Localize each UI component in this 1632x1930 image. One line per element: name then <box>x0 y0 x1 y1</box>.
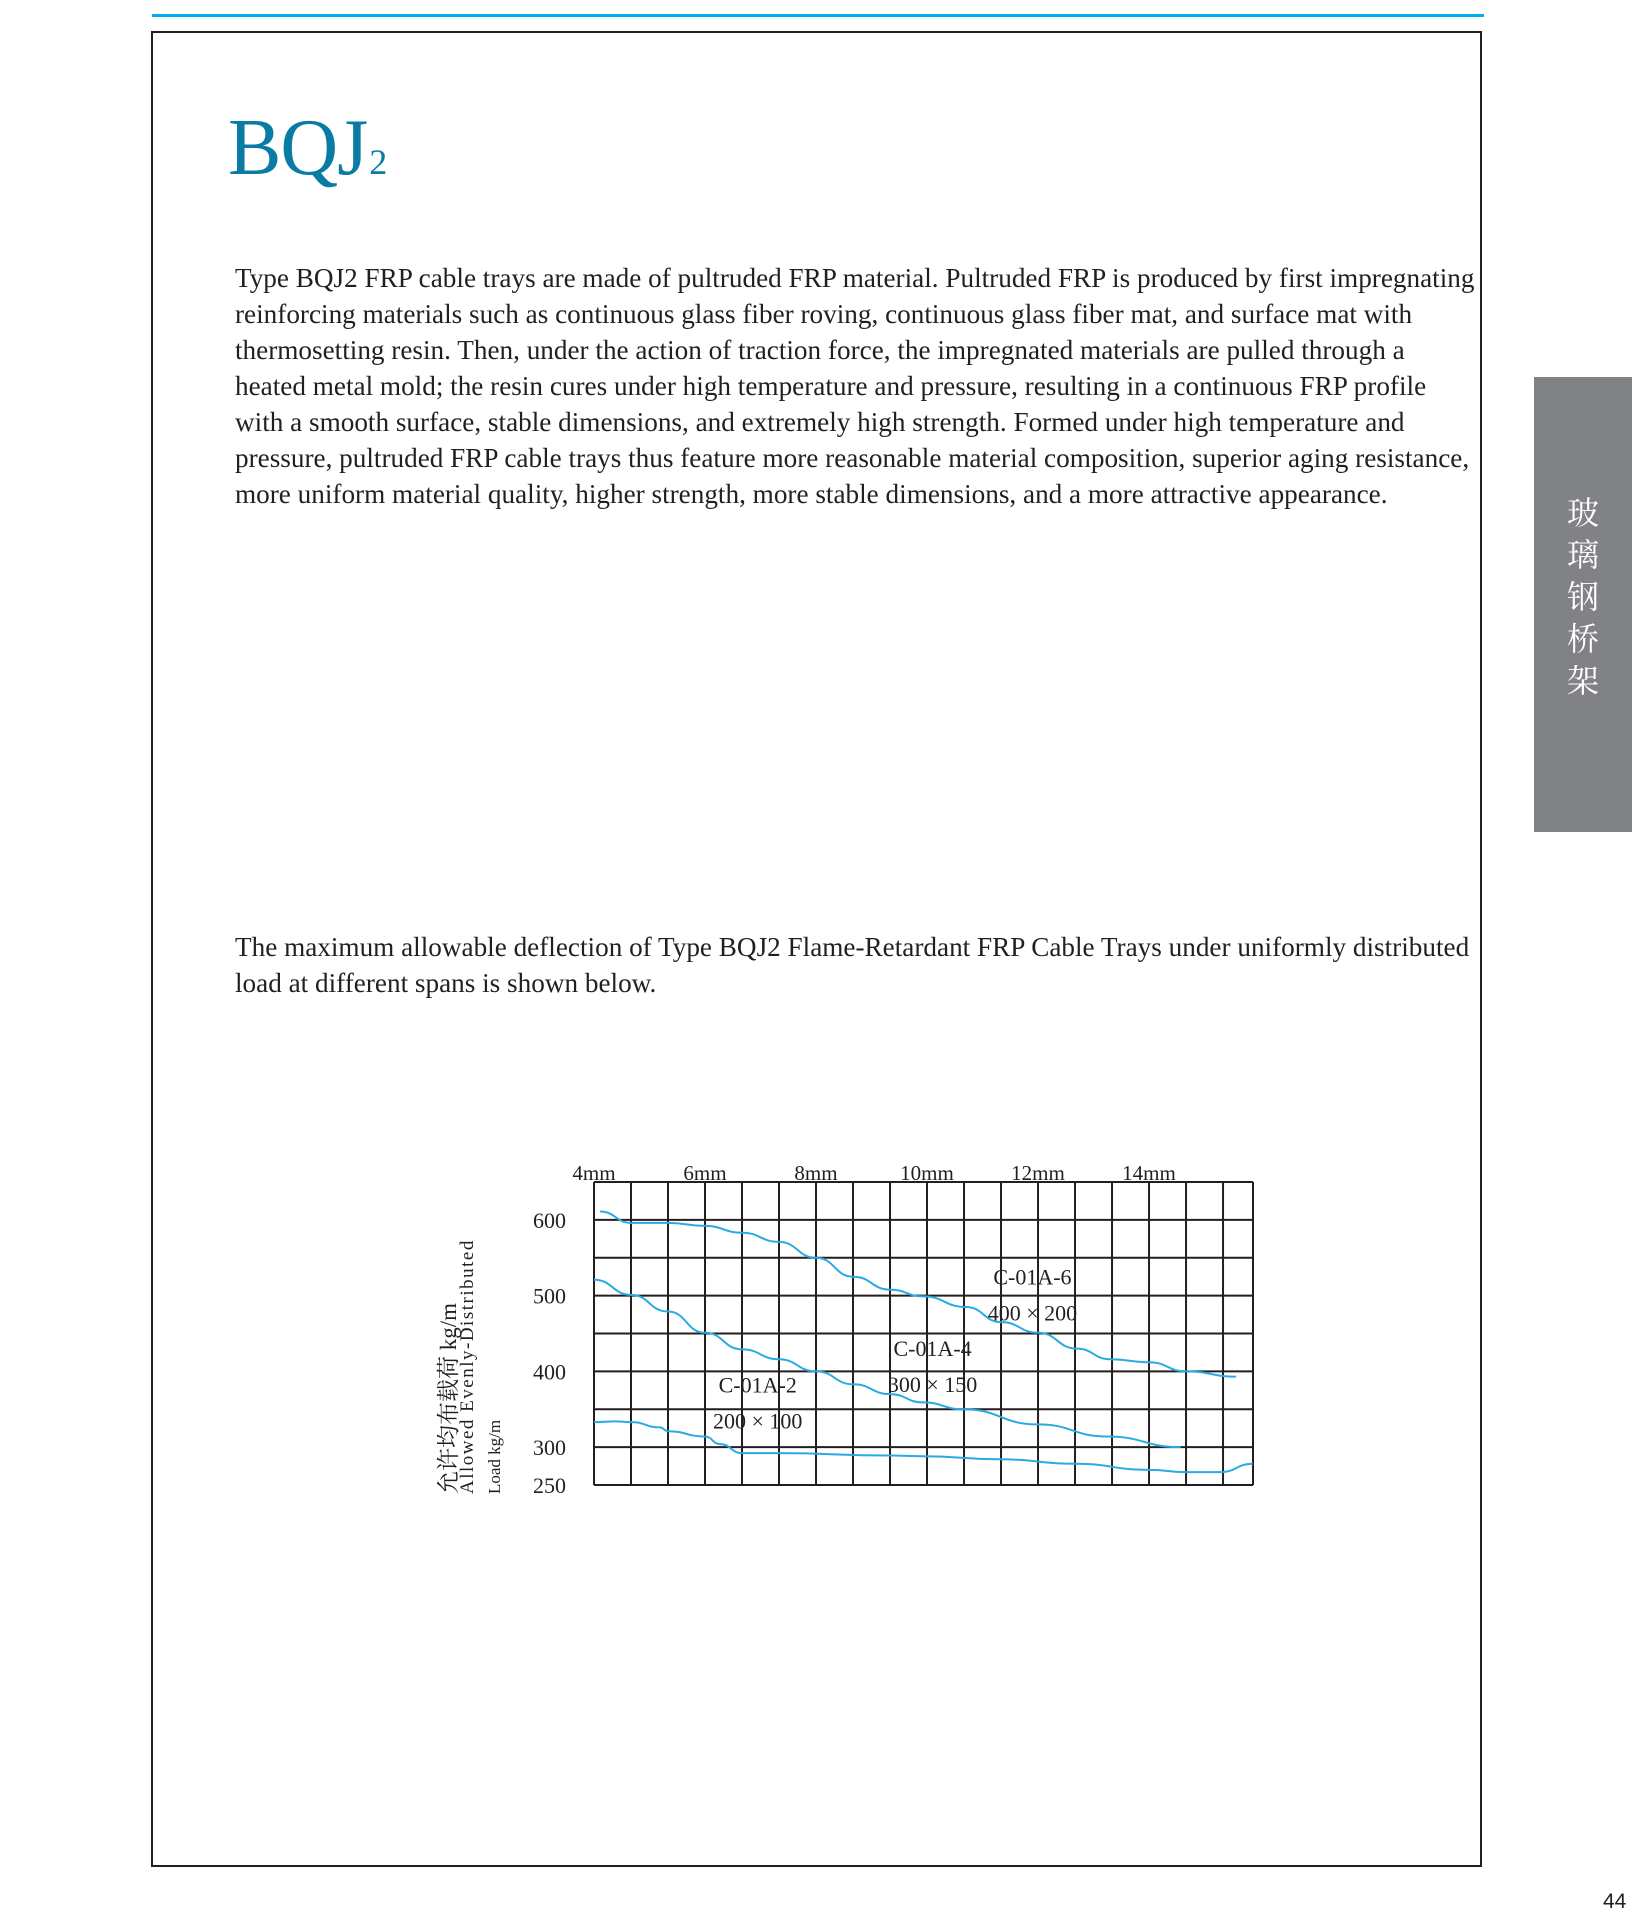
y-axis-label-cn: 允许均布载荷 kg/m <box>436 1302 461 1494</box>
series-label-name: C-01A-6 <box>993 1264 1072 1290</box>
page-number: 44 <box>1603 1890 1627 1913</box>
side-tab-char: 钢 <box>1566 578 1599 616</box>
y-axis-label-en-2: Load kg/m <box>485 1419 504 1494</box>
series-label-size: 200 × 100 <box>713 1408 803 1434</box>
side-tab-char: 桥 <box>1566 620 1599 658</box>
x-tick-label: 10mm <box>900 1161 954 1185</box>
x-tick-label: 4mm <box>572 1161 616 1185</box>
chart-intro-paragraph: The maximum allowable deflection of Type BQJ2 Flame-Retardant FRP Cable Trays under uniformly distributed load at different spans is shown below. <box>235 932 1470 998</box>
side-tab-char: 架 <box>1566 662 1599 700</box>
title-main: BQJ <box>228 104 368 192</box>
y-tick-label: 250 <box>533 1473 566 1498</box>
series-label-size: 300 × 150 <box>887 1372 978 1398</box>
series-line-c-01a-4 <box>594 1280 1181 1447</box>
side-tab-char: 璃 <box>1566 536 1599 574</box>
intro-paragraph: Type BQJ2 FRP cable trays are made of pultruded FRP material. Pultruded FRP is produced by first impregnating reinforcing materials such as continuous glass fiber roving, continuous glass fiber mat, and surface mat with thermosetting resin. Then, under the action of traction force, the impregnated materials are pulled through a heated metal mold; the resin cures under high temperature and pressure, resulting in a continuous FRP profile with a smooth surface, stable dimensions, and extremely high strength. Formed under high temperature and pressure, pultruded FRP cable trays thus feature more reasonable material composition, superior aging resistance, more uniform material quality, higher strength, more stable dimensions, and a more attractive appearance. <box>235 263 1475 509</box>
title-subscript: 2 <box>369 142 387 182</box>
series-label-name: C-01A-4 <box>893 1336 972 1362</box>
x-tick-label: 12mm <box>1011 1161 1065 1185</box>
y-tick-label: 500 <box>533 1283 566 1309</box>
x-tick-label: 6mm <box>683 1161 727 1185</box>
y-axis-label-en-1: Allowed Evenly-Distributed <box>457 1239 478 1494</box>
y-tick-label: 400 <box>533 1359 566 1385</box>
series-label-size: 400 × 200 <box>987 1300 1078 1326</box>
x-tick-label: 8mm <box>794 1161 838 1185</box>
series-label-name: C-01A-2 <box>718 1372 797 1398</box>
y-tick-label: 600 <box>533 1207 566 1233</box>
chart-grid <box>594 1182 1253 1485</box>
side-tab-char: 玻 <box>1566 494 1599 532</box>
x-tick-label: 14mm <box>1122 1161 1176 1185</box>
y-tick-label: 300 <box>533 1435 566 1461</box>
